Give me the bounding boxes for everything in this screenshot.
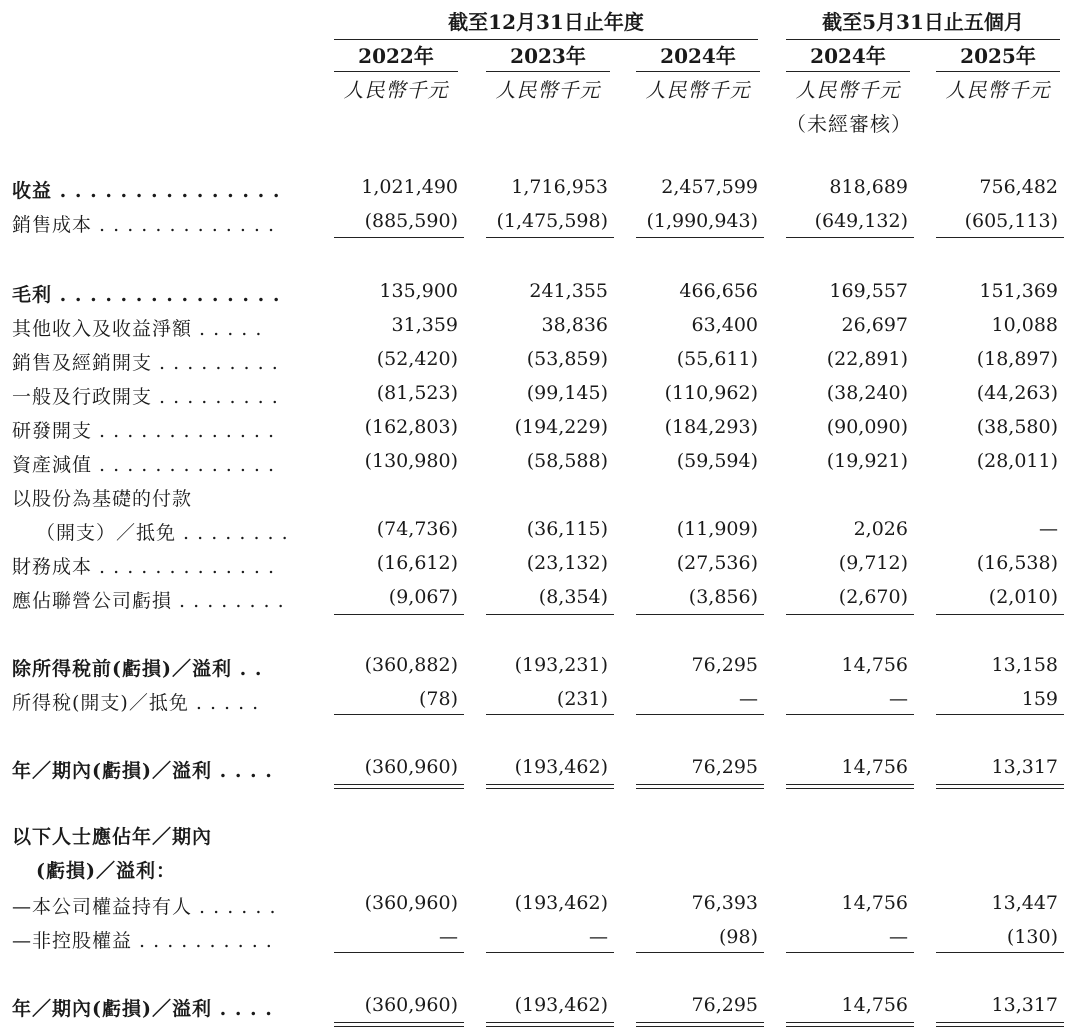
column-year-2024: 2024年 [636,40,760,72]
cell-2024-interim: (9,712) [838,552,908,574]
subtotal-rule [786,614,914,615]
cell-2024: (55,611) [676,348,758,370]
row-label: 銷售及經銷開支 . . . . . . . . . [12,352,279,374]
subtotal-rule [936,237,1064,238]
cell-2024: (3,856) [688,586,758,608]
row-label: 所得稅(開支)／抵免 . . . . . [12,692,260,714]
total-double-rule [636,1022,764,1027]
row-label: 其他收入及收益淨額 . . . . . [12,318,263,340]
cell-2025-interim: 13,317 [991,756,1058,778]
cell-2022: (885,590) [364,210,458,232]
total-double-rule [936,784,1064,789]
unit-label: 人民幣千元 [795,78,901,102]
row-revenue [0,176,1080,210]
cell-2023: (1,475,598) [496,210,608,232]
cell-2025-interim: (16,538) [976,552,1058,574]
cell-2023: — [589,926,608,948]
cell-2024-interim: — [889,688,908,710]
cell-2025-interim: (44,263) [976,382,1058,404]
cell-2024: (59,594) [676,450,758,472]
row-label: —非控股權益 . . . . . . . . . . [12,930,273,952]
row-label: 年／期內(虧損)／溢利 . . . . [12,998,273,1020]
cell-2023: (99,145) [526,382,608,404]
cell-2024: 76,295 [691,756,758,778]
cell-2024: 76,295 [691,994,758,1016]
cell-2022: (130,980) [364,450,458,472]
subtotal-rule [636,237,764,238]
total-double-rule [334,1022,464,1027]
cell-2025-interim: 13,158 [991,654,1058,676]
unit-label: 人民幣千元 [945,78,1051,102]
cell-2024-interim: (649,132) [814,210,908,232]
cell-2023: (231) [556,688,608,710]
row-attributable-heading-cont [0,856,1080,890]
cell-2023: (193,462) [514,756,608,778]
subtotal-rule [636,614,764,615]
unit-label: 人民幣千元 [343,78,449,102]
row-selling-expenses [0,348,1080,382]
row-rnd-expenses [0,416,1080,450]
cell-2022: (16,612) [376,552,458,574]
cell-2024-interim: (90,090) [826,416,908,438]
column-year-2023: 2023年 [486,40,610,72]
total-double-rule [936,1022,1064,1027]
total-double-rule [334,784,464,789]
row-income-tax [0,688,1080,722]
unit-label: 人民幣千元 [645,78,751,102]
total-double-rule [636,784,764,789]
cell-2022: (162,803) [364,416,458,438]
cell-2025-interim: — [1039,518,1058,540]
period-header-fiscal-year: 截至12月31日止年度 [334,6,758,40]
row-label: 除所得稅前(虧損)／溢利 . . [12,658,263,680]
row-non-controlling-interests [0,926,1080,960]
cell-2022: (74,736) [376,518,458,540]
cell-2024: (1,990,943) [646,210,758,232]
row-label: 以下人士應佔年／期內 [12,826,213,848]
subtotal-rule [636,714,764,715]
cell-2022: (52,420) [376,348,458,370]
row-label: 應佔聯營公司虧損 . . . . . . . . [12,590,285,612]
cell-2023: (194,229) [514,416,608,438]
row-label: （開支）／抵免 . . . . . . . . [36,522,289,544]
row-label: 銷售成本 . . . . . . . . . . . . . [12,214,276,236]
cell-2024-interim: 169,557 [829,280,908,302]
cell-2024-interim: (38,240) [826,382,908,404]
total-double-rule [786,1022,914,1027]
cell-2025-interim: 13,447 [991,892,1058,914]
total-double-rule [786,784,914,789]
cell-2022: 135,900 [379,280,458,302]
row-label: 以股份為基礎的付款 [12,488,193,510]
cell-2023: (193,231) [514,654,608,676]
cell-2025-interim: (38,580) [976,416,1058,438]
cell-2023: 241,355 [529,280,608,302]
row-other-income [0,314,1080,348]
row-label: 資產減值 . . . . . . . . . . . . . [12,454,276,476]
cell-2024-interim: (19,921) [826,450,908,472]
cell-2023: (36,115) [526,518,608,540]
row-label: 財務成本 . . . . . . . . . . . . . [12,556,276,578]
row-label: 毛利 . . . . . . . . . . . . . . . [12,284,281,306]
subtotal-rule [486,714,614,715]
cell-2025-interim: (28,011) [976,450,1058,472]
cell-2022: (9,067) [388,586,458,608]
cell-2022: (81,523) [376,382,458,404]
cell-2022: (360,960) [364,892,458,914]
cell-2022: (360,882) [364,654,458,676]
cell-2025-interim: (18,897) [976,348,1058,370]
row-label: 一般及行政開支 . . . . . . . . . [12,386,279,408]
cell-2024-interim: 14,756 [841,892,908,914]
unaudited-note: （未經審核） [786,112,912,136]
subtotal-rule [334,952,464,953]
cell-2025-interim: (605,113) [964,210,1058,232]
subtotal-rule [334,714,464,715]
cell-2023: 1,716,953 [511,176,608,198]
row-impairment [0,450,1080,484]
cell-2024-interim: 14,756 [841,756,908,778]
cell-2025-interim: 13,317 [991,994,1058,1016]
cell-2023: (193,462) [514,892,608,914]
cell-2023: 38,836 [541,314,608,336]
cell-2022: 31,359 [391,314,458,336]
cell-2022: (360,960) [364,994,458,1016]
subtotal-rule [486,952,614,953]
row-label: 年／期內(虧損)／溢利 . . . . [12,760,273,782]
row-equity-holders [0,892,1080,926]
subtotal-rule [936,714,1064,715]
cell-2022: — [439,926,458,948]
unit-label: 人民幣千元 [495,78,601,102]
cell-2024: (27,536) [676,552,758,574]
row-profit-before-tax [0,654,1080,688]
row-label: (虧損)／溢利： [36,860,176,882]
cell-2024: 76,295 [691,654,758,676]
cell-2022: (360,960) [364,756,458,778]
cell-2024-interim: 818,689 [829,176,908,198]
cell-2023: (8,354) [538,586,608,608]
cell-2025-interim: 756,482 [979,176,1058,198]
cell-2024-interim: (2,670) [838,586,908,608]
cell-2025-interim: (130) [1006,926,1058,948]
cell-2023: (53,859) [526,348,608,370]
row-finance-costs [0,552,1080,586]
cell-2022: (78) [418,688,458,710]
subtotal-rule [334,237,464,238]
row-attributable-heading [0,822,1080,856]
cell-2024-interim: 2,026 [853,518,908,540]
row-label: 收益 . . . . . . . . . . . . . . . [12,180,281,202]
subtotal-rule [786,237,914,238]
cell-2024: 63,400 [691,314,758,336]
cell-2024: 466,656 [679,280,758,302]
cell-2024-interim: (22,891) [826,348,908,370]
subtotal-rule [936,952,1064,953]
cell-2024-interim: 14,756 [841,654,908,676]
subtotal-rule [786,952,914,953]
subtotal-rule [486,237,614,238]
column-year-2025-interim: 2025年 [936,40,1060,72]
subtotal-rule [334,614,464,615]
cell-2024-interim: — [889,926,908,948]
total-double-rule [486,1022,614,1027]
cell-2024-interim: 14,756 [841,994,908,1016]
row-share-based-payment [0,518,1080,552]
cell-2023: (58,588) [526,450,608,472]
column-year-2024-interim: 2024年 [786,40,910,72]
subtotal-rule [486,614,614,615]
cell-2024: 76,393 [691,892,758,914]
row-share-based-payment-heading [0,484,1080,518]
cell-2023: (23,132) [526,552,608,574]
cell-2025-interim: (2,010) [988,586,1058,608]
subtotal-rule [936,614,1064,615]
period-header-five-months: 截至5月31日止五個月 [786,6,1060,40]
cell-2024: (98) [718,926,758,948]
subtotal-rule [786,714,914,715]
row-admin-expenses [0,382,1080,416]
cell-2024: (184,293) [664,416,758,438]
row-label: —本公司權益持有人 . . . . . . [12,896,277,918]
cell-2024: (11,909) [676,518,758,540]
cell-2022: 1,021,490 [361,176,458,198]
row-cost-of-sales [0,210,1080,244]
total-double-rule [486,784,614,789]
cell-2024: (110,962) [664,382,758,404]
cell-2024-interim: 26,697 [841,314,908,336]
row-label: 研發開支 . . . . . . . . . . . . . [12,420,276,442]
cell-2025-interim: 159 [1021,688,1058,710]
cell-2025-interim: 151,369 [979,280,1058,302]
row-gross-profit [0,280,1080,314]
subtotal-rule [636,952,764,953]
cell-2023: (193,462) [514,994,608,1016]
cell-2024: — [739,688,758,710]
column-year-2022: 2022年 [334,40,458,72]
cell-2024: 2,457,599 [661,176,758,198]
cell-2025-interim: 10,088 [991,314,1058,336]
